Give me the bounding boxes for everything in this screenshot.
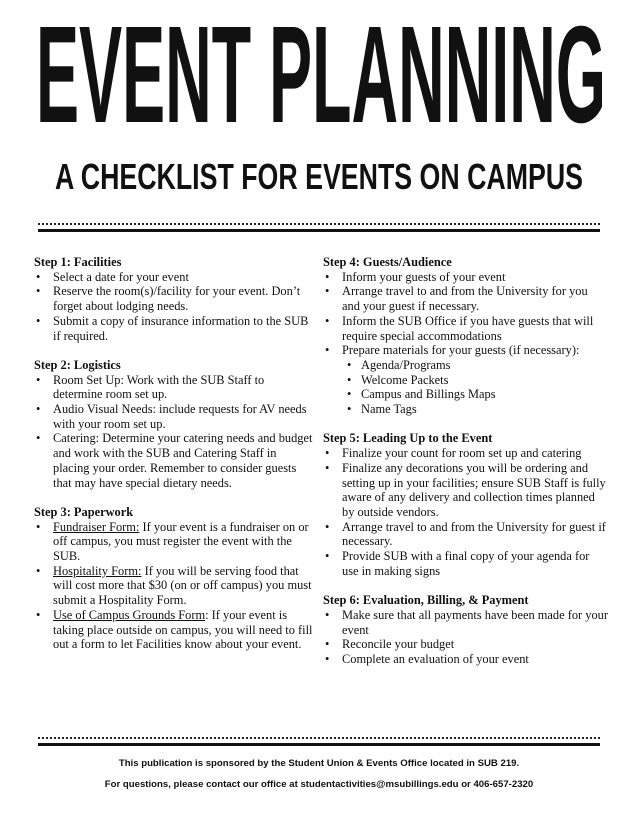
section-heading: Step 3: Paperwork <box>34 504 134 519</box>
form-link[interactable]: Fundraiser Form: <box>53 519 140 534</box>
section-heading: Step 1: Facilities <box>34 255 122 269</box>
checklist-item <box>34 564 314 608</box>
item-text: Reconcile your budget <box>342 637 455 652</box>
footer-solid-divider <box>38 743 600 746</box>
checklist-section <box>323 593 608 667</box>
checklist-item <box>323 284 608 313</box>
sub-item: • Campus and Billings Maps <box>323 387 608 402</box>
checklist-item <box>323 446 608 461</box>
checklist-item <box>34 608 314 652</box>
checklist <box>323 608 608 667</box>
checklist-section <box>323 255 608 417</box>
sub-item: • Name Tags <box>323 402 608 417</box>
checklist-section <box>323 431 608 578</box>
checklist <box>323 446 608 578</box>
item-text: Inform the SUB Office if you have guests that will require special accommodations <box>342 313 594 343</box>
checklist-section <box>34 255 314 343</box>
left-column <box>34 255 314 667</box>
sub-item: • Welcome Packets <box>323 373 608 388</box>
form-link[interactable]: Use of Campus Grounds Form <box>53 607 206 622</box>
checklist-section <box>34 505 314 652</box>
section-heading: Step 4: Guests/Audience <box>323 255 452 269</box>
checklist-item <box>323 549 608 578</box>
page-subtitle: A CHECKLIST FOR EVENTS ON CAMPUS <box>55 156 583 197</box>
section-heading: Step 5: Leading Up to the Event <box>323 431 493 446</box>
item-text: Audio Visual Needs: include requests for AV needs with your room set up. <box>53 402 307 431</box>
checklist-item <box>323 270 608 285</box>
page-header <box>0 0 638 200</box>
checklist <box>34 270 314 344</box>
page-title: EVENT PLANNING <box>36 0 606 152</box>
checklist-section <box>34 358 314 490</box>
checklist <box>323 270 608 358</box>
form-link[interactable]: Hospitality Form: <box>53 563 142 578</box>
item-text: Finalize any decorations you will be ordering and setting up in your facilities; ensure SUB Staff is fully aware of any delivery and collection times planned by outside vendors. <box>342 460 606 519</box>
item-text: Catering: Determine your catering needs and budget and work with the SUB and Catering Staff in placing your order. Remember to consider guests that may have special dietary needs. <box>53 431 313 490</box>
right-column <box>323 255 608 681</box>
checklist-item <box>323 608 608 637</box>
item-text: Provide SUB with a final copy of your agenda for use in making signs <box>342 549 590 578</box>
checklist-item <box>34 520 314 564</box>
item-text: Room Set Up: Work with the SUB Staff to determine room set up. <box>53 372 265 402</box>
solid-divider <box>38 229 600 232</box>
item-text: Complete an evaluation of your event <box>342 651 529 666</box>
footer-sponsor: This publication is sponsored by the Student Union & Events Office located in SUB 219. <box>118 758 520 769</box>
checklist-item <box>323 343 608 358</box>
checklist-item <box>323 461 608 520</box>
item-text: : If your event is taking place outside on campus, you will need to fill out a form to let Facilities know about your event. <box>53 607 313 652</box>
section-heading: Step 2: Logistics <box>34 357 121 372</box>
footer-contact: For questions, please contact our office at studentactivities@msubillings.edu or 406-657-2320 <box>104 779 534 790</box>
sub-checklist <box>323 358 608 417</box>
item-text: Select a date for your event <box>53 269 189 284</box>
dotted-divider <box>38 223 600 225</box>
item-text: Reserve the room(s)/facility for your event. Don’t forget about lodging needs. <box>53 284 301 314</box>
checklist-item <box>323 652 608 667</box>
item-text: Inform your guests of your event <box>342 269 506 284</box>
checklist-item <box>34 270 314 285</box>
checklist-item <box>323 314 608 343</box>
item-text: Make sure that all payments have been made for your event <box>342 607 608 637</box>
checklist-item <box>34 402 314 431</box>
checklist-item <box>323 520 608 549</box>
item-text: If you will be serving food that will cost more that $30 (on or off campus) you must submit a Hospitality Form. <box>53 563 312 608</box>
item-text: Prepare materials for your guests (if necessary): <box>342 343 580 358</box>
checklist <box>34 520 314 652</box>
checklist-item <box>323 637 608 652</box>
item-text: Arrange travel to and from the University for you and your guest if necessary. <box>342 284 588 314</box>
item-text: If your event is a fundraiser on or off campus, you must register the event with the SUB. <box>53 519 309 564</box>
item-text: Submit a copy of insurance information to the SUB if required. <box>53 313 309 343</box>
checklist-item <box>34 373 314 402</box>
checklist-item <box>34 431 314 490</box>
section-heading: Step 6: Evaluation, Billing, & Payment <box>323 593 529 608</box>
checklist <box>34 373 314 491</box>
sub-item: • Agenda/Programs <box>323 358 608 373</box>
footer-dotted-divider <box>38 737 600 739</box>
item-text: Arrange travel to and from the University for guest if necessary. <box>342 519 606 549</box>
item-text: Finalize your count for room set up and catering <box>342 446 582 461</box>
checklist-item <box>34 284 314 313</box>
checklist-item <box>34 314 314 343</box>
